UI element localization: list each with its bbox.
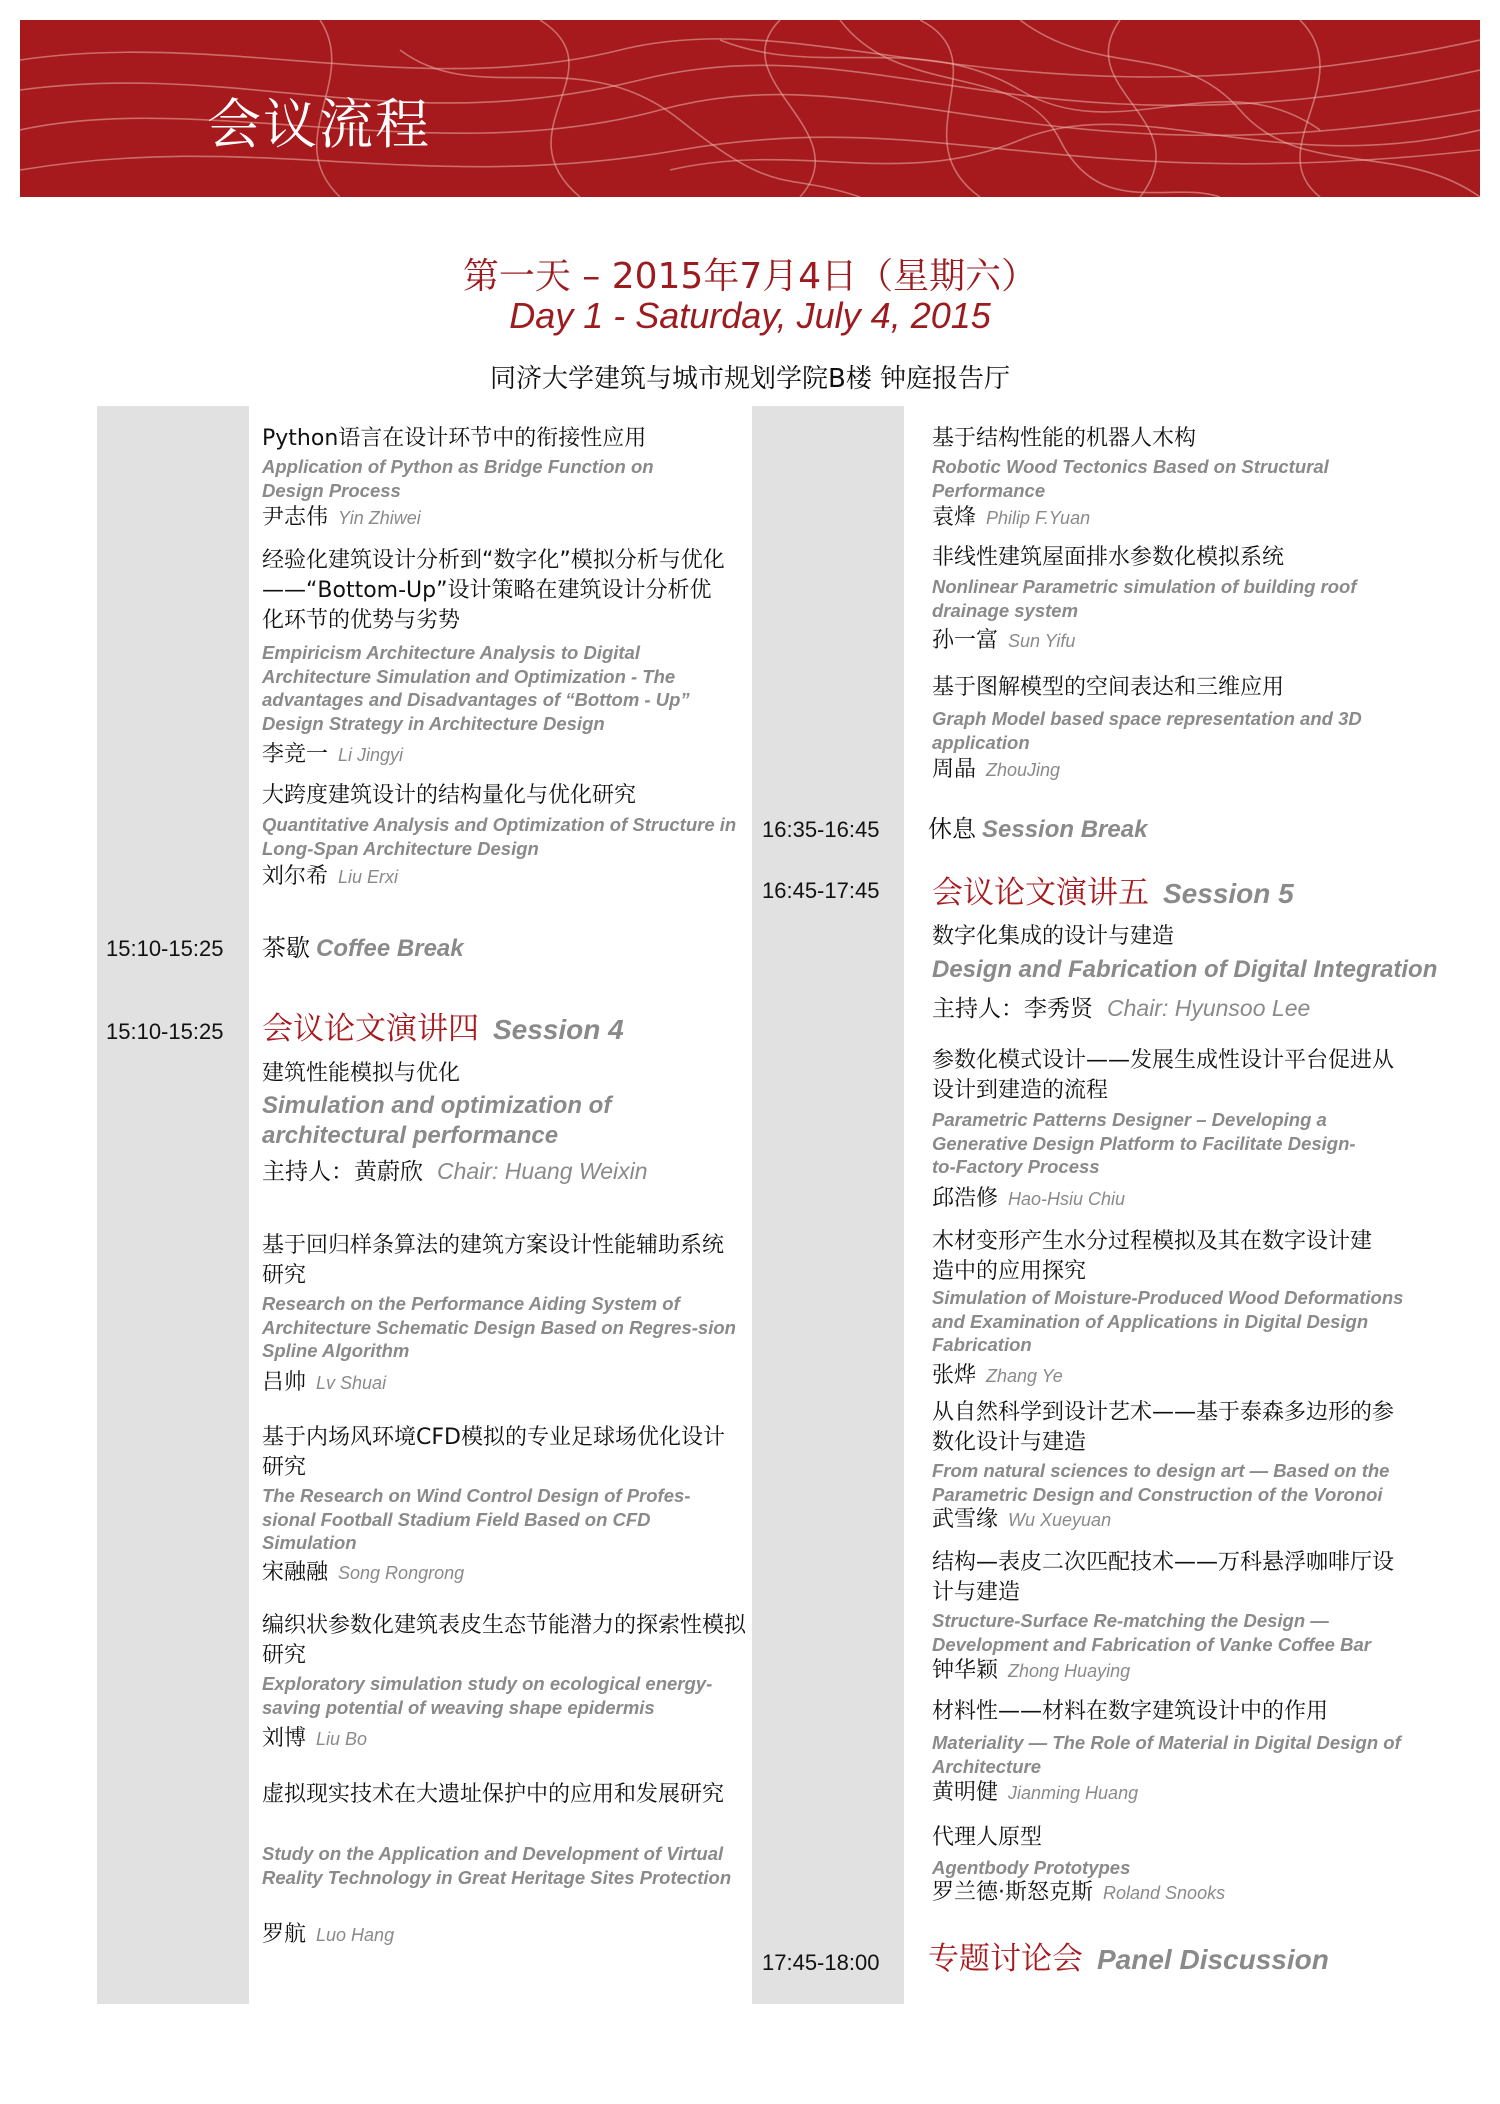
paper-title-cn: 经验化建筑设计分析到“数字化”模拟分析与优化——“Bottom-Up”设计策略在建筑设计分析优化环节的优势与劣势 bbox=[262, 548, 725, 633]
paper-author bbox=[932, 1185, 1125, 1213]
paper-title-en: Exploratory simulation study on ecological energy-saving potential of weaving shape epidermis bbox=[262, 1673, 713, 1718]
paper-title-cn: 参数化模式设计——发展生成性设计平台促进从设计到建造的流程 bbox=[932, 1048, 1395, 1103]
paper-title-en: Structure-Surface Re-matching the Design — Development and Fabrication of Vanke Coffee Bar bbox=[932, 1610, 1371, 1655]
break-label-cn: 休息 bbox=[928, 815, 976, 843]
break-label-cn: 茶歇 bbox=[262, 934, 310, 962]
author-name-cn: 刘尔希 bbox=[262, 864, 329, 889]
paper-author bbox=[262, 1725, 367, 1753]
paper-author bbox=[932, 504, 1090, 532]
header-banner bbox=[20, 20, 1480, 197]
paper-title-cn: 基于内场风环境CFD模拟的专业足球场优化设计研究 bbox=[262, 1425, 725, 1480]
author-name-en: Liu Erxi bbox=[338, 867, 399, 887]
session-break bbox=[928, 814, 1147, 845]
paper-title-cn: 木材变形产生水分过程模拟及其在数字设计建造中的应用探究 bbox=[932, 1229, 1373, 1284]
session-topic-cn: 数字化集成的设计与建造 bbox=[932, 924, 1175, 949]
break-label-en: Coffee Break bbox=[316, 935, 464, 962]
author-name-en: Song Rongrong bbox=[338, 1563, 465, 1583]
author-name-en: Zhong Huaying bbox=[1008, 1661, 1131, 1681]
paper-title-en: Application of Python as Bridge Function on Design Process bbox=[262, 456, 654, 501]
time-slot: 16:45-17:45 bbox=[762, 878, 880, 903]
paper-title-en: Quantitative Analysis and Optimization of Structure in Long-Span Architecture Design bbox=[262, 814, 737, 859]
paper-title-cn: 编织状参数化建筑表皮生态节能潜力的探索性模拟研究 bbox=[262, 1613, 747, 1668]
paper-title-en: Robotic Wood Tectonics Based on Structural Performance bbox=[932, 456, 1329, 501]
author-name-cn: 李竞一 bbox=[262, 742, 329, 767]
paper-title-cn: 材料性——材料在数字建筑设计中的作用 bbox=[932, 1699, 1329, 1724]
right-time-column bbox=[752, 406, 904, 2004]
session-heading bbox=[932, 874, 1294, 913]
day-title-cn: 第一天 – 2015年7月4日（星期六） bbox=[462, 256, 1038, 297]
author-name-en: Hao-Hsiu Chiu bbox=[1008, 1189, 1126, 1209]
page-title: 会议流程 bbox=[207, 93, 431, 156]
author-name-en: Philip F.Yuan bbox=[986, 508, 1091, 528]
author-name-en: Roland Snooks bbox=[1103, 1883, 1226, 1903]
paper-author bbox=[932, 627, 1075, 655]
author-name-en: Lv Shuai bbox=[316, 1373, 387, 1393]
paper-title-en: The Research on Wind Control Design of Profes-sional Football Stadium Field Based on CFD Simulation bbox=[262, 1485, 691, 1553]
paper-title-en: Agentbody Prototypes bbox=[932, 1857, 1131, 1878]
paper-author bbox=[932, 1506, 1111, 1534]
paper-title-en: Materiality — The Role of Material in Digital Design of Architecture bbox=[932, 1732, 1401, 1777]
session-topic-cn: 建筑性能模拟与优化 bbox=[262, 1061, 461, 1086]
session-name-cn: 会议论文演讲五 bbox=[932, 875, 1149, 911]
session-heading bbox=[262, 1010, 624, 1049]
paper-title-en: From natural sciences to design art — Based on the Parametric Design and Construction of the Voronoi bbox=[932, 1460, 1390, 1505]
author-name-cn: 周晶 bbox=[932, 757, 977, 782]
venue: 同济大学建筑与城市规划学院B楼 钟庭报告厅 bbox=[489, 364, 1011, 394]
author-name-en: ZhouJing bbox=[986, 760, 1061, 780]
author-name-cn: 宋融融 bbox=[262, 1560, 329, 1585]
session-name-en: Session 5 bbox=[1163, 878, 1294, 909]
session-name-cn: 会议论文演讲四 bbox=[262, 1011, 479, 1047]
author-name-cn: 邱浩修 bbox=[932, 1186, 999, 1211]
paper-author bbox=[932, 1362, 1063, 1390]
session-topic-en: Design and Fabrication of Digital Integration bbox=[932, 956, 1438, 983]
author-name-en: Wu Xueyuan bbox=[1008, 1510, 1112, 1530]
author-name-cn: 张烨 bbox=[932, 1363, 977, 1388]
panel-name-en: Panel Discussion bbox=[1097, 1944, 1329, 1975]
paper-author bbox=[262, 1559, 464, 1587]
paper-title-cn: 非线性建筑屋面排水参数化模拟系统 bbox=[932, 545, 1285, 570]
time-slot: 16:35-16:45 bbox=[762, 817, 880, 842]
paper-title-en: Empiricism Architecture Analysis to Digital Architecture Simulation and Optimization - The advantages and Disadvantages of “Bottom - Up” Design Strategy in Architecture Design bbox=[262, 642, 690, 734]
time-slot: 15:10-15:25 bbox=[106, 1019, 224, 1044]
author-name-cn: 袁烽 bbox=[932, 505, 977, 530]
paper-author bbox=[932, 1657, 1130, 1685]
author-name-cn: 武雪缘 bbox=[932, 1507, 999, 1532]
time-slot: 17:45-18:00 bbox=[762, 1950, 880, 1975]
paper-title-cn: Python语言在设计环节中的衔接性应用 bbox=[262, 426, 647, 451]
paper-author bbox=[932, 756, 1060, 784]
author-name-en: Li Jingyi bbox=[338, 745, 404, 765]
paper-author bbox=[262, 504, 421, 532]
chair-cn: 主持人：李秀贤 bbox=[932, 996, 1093, 1022]
paper-author bbox=[932, 1779, 1138, 1807]
author-name-cn: 刘博 bbox=[262, 1726, 307, 1751]
chair-cn: 主持人：黄蔚欣 bbox=[262, 1159, 423, 1185]
paper-title-cn: 基于结构性能的机器人木构 bbox=[932, 426, 1197, 451]
author-name-cn: 吕帅 bbox=[262, 1370, 307, 1395]
panel-name-cn: 专题讨论会 bbox=[928, 1941, 1083, 1977]
break-label-en: Session Break bbox=[982, 816, 1148, 843]
paper-title-cn: 从自然科学到设计艺术——基于泰森多边形的参数化设计与建造 bbox=[932, 1400, 1395, 1455]
paper-title-en: Simulation of Moisture-Produced Wood Deformations and Examination of Applications in Digital Design Fabrication bbox=[932, 1287, 1404, 1355]
author-name-cn: 罗兰德·斯怒克斯 bbox=[932, 1880, 1093, 1905]
left-time-column bbox=[97, 406, 249, 2004]
paper-author bbox=[932, 1879, 1225, 1907]
session-chair bbox=[932, 993, 1310, 1024]
paper-title-en: Study on the Application and Development of Virtual Reality Technology in Great Heritage Sites Protection bbox=[262, 1843, 732, 1888]
author-name-en: Yin Zhiwei bbox=[338, 508, 421, 528]
session-name-en: Session 4 bbox=[493, 1014, 624, 1045]
paper-title-cn: 结构—表皮二次匹配技术——万科悬浮咖啡厅设计与建造 bbox=[932, 1550, 1395, 1605]
author-name-cn: 钟华颖 bbox=[932, 1658, 999, 1683]
paper-author bbox=[262, 1369, 386, 1397]
author-name-en: Luo Hang bbox=[316, 1925, 395, 1945]
session-chair bbox=[262, 1156, 648, 1187]
paper-title-en: Research on the Performance Aiding System of Architecture Schematic Design Based on Regres-sion Spline Algorithm bbox=[262, 1293, 736, 1361]
coffee-break bbox=[262, 933, 464, 964]
paper-author bbox=[262, 863, 398, 891]
paper-title-cn: 大跨度建筑设计的结构量化与优化研究 bbox=[262, 783, 637, 808]
author-name-en: Jianming Huang bbox=[1008, 1783, 1139, 1803]
author-name-cn: 尹志伟 bbox=[262, 505, 329, 530]
author-name-cn: 罗航 bbox=[262, 1922, 307, 1947]
author-name-en: Sun Yifu bbox=[1008, 631, 1076, 651]
author-name-en: Zhang Ye bbox=[986, 1366, 1063, 1386]
panel-discussion-heading bbox=[928, 1940, 1329, 1979]
paper-author bbox=[262, 741, 403, 769]
day-title-en: Day 1 - Saturday, July 4, 2015 bbox=[509, 295, 991, 336]
time-slot: 15:10-15:25 bbox=[106, 936, 224, 961]
author-name-cn: 孙一富 bbox=[932, 628, 999, 653]
paper-title-cn: 基于回归样条算法的建筑方案设计性能辅助系统研究 bbox=[262, 1233, 725, 1288]
paper-title-en: Graph Model based space representation and 3D application bbox=[932, 708, 1362, 753]
paper-title-en: Nonlinear Parametric simulation of building roof drainage system bbox=[932, 576, 1357, 621]
paper-title-en: Parametric Patterns Designer – Developing a Generative Design Platform to Facilitate Design-to-Factory Process bbox=[932, 1109, 1356, 1177]
paper-author bbox=[262, 1921, 394, 1949]
author-name-en: Liu Bo bbox=[316, 1729, 368, 1749]
session-topic-en: Simulation and optimization of architectural performance bbox=[262, 1092, 612, 1149]
chair-en: Chair: Huang Weixin bbox=[437, 1158, 648, 1184]
author-name-cn: 黄明健 bbox=[932, 1780, 999, 1805]
paper-title-cn: 基于图解模型的空间表达和三维应用 bbox=[932, 675, 1285, 700]
chair-en: Chair: Hyunsoo Lee bbox=[1107, 995, 1311, 1021]
paper-title-cn: 代理人原型 bbox=[932, 1825, 1043, 1850]
paper-title-cn: 虚拟现实技术在大遗址保护中的应用和发展研究 bbox=[262, 1782, 725, 1807]
